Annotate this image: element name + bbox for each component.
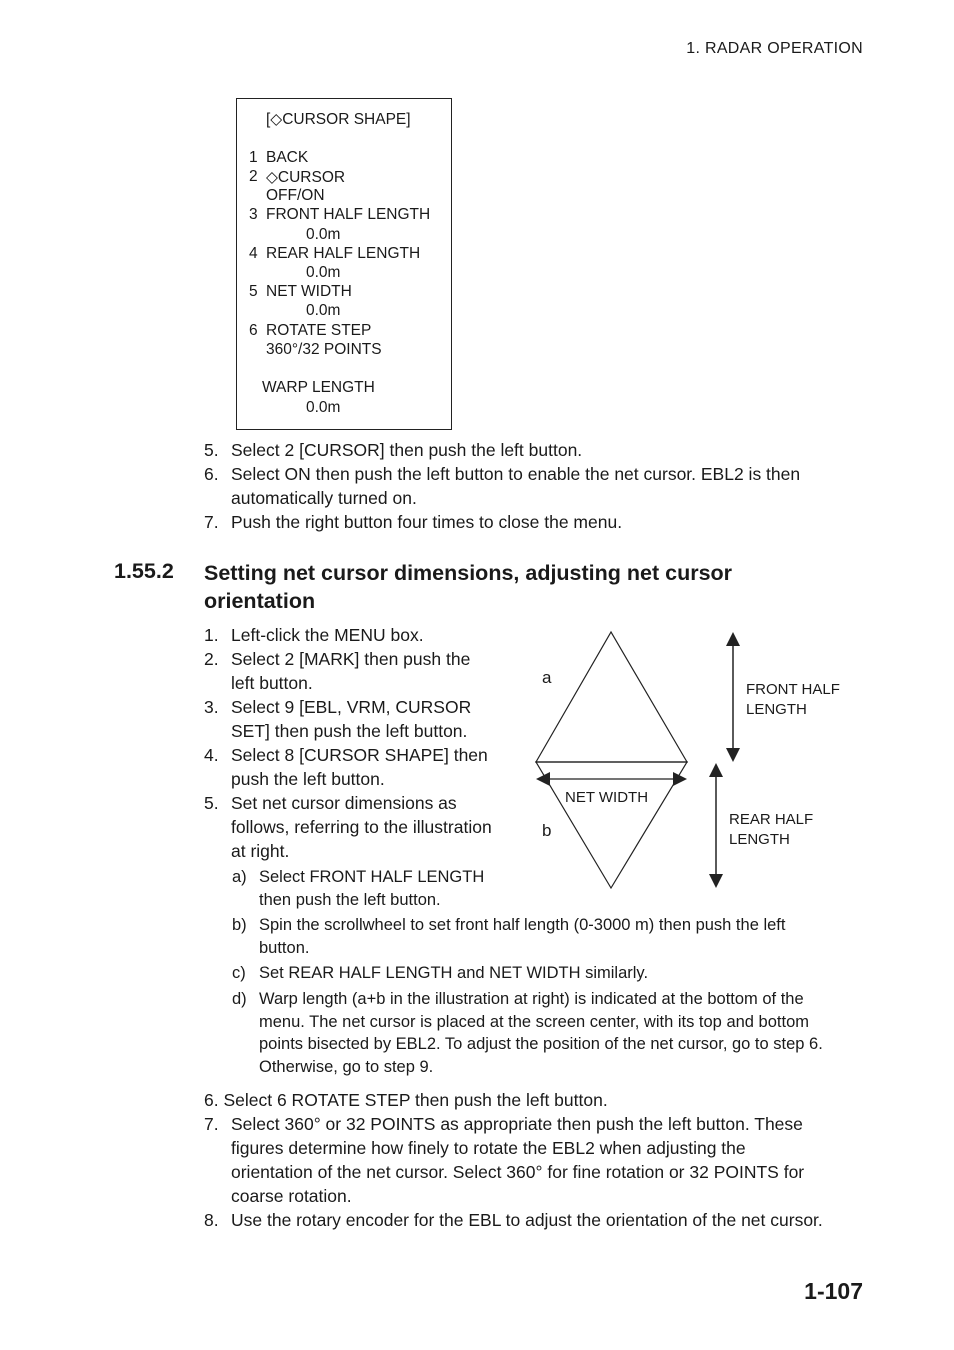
menu-item-label: ROTATE STEP bbox=[266, 322, 372, 339]
menu-warp-label: WARP LENGTH bbox=[262, 379, 375, 396]
front-half-arrow-top bbox=[726, 632, 740, 646]
step-text bbox=[231, 1208, 823, 1232]
substep-letter: d) bbox=[232, 990, 247, 1008]
page-header: 1. RADAR OPERATION bbox=[686, 40, 863, 57]
step-text bbox=[231, 462, 800, 510]
menu-title: [◇CURSOR SHAPE] bbox=[266, 111, 411, 128]
step-text-line: orientation of the net cursor. Select 360° for fine rotation or 32 POINTS for bbox=[231, 1162, 805, 1182]
step-number: 7. bbox=[204, 1114, 219, 1134]
substep-text bbox=[259, 988, 823, 1078]
menu-item-label: REAR HALF LENGTH bbox=[266, 245, 421, 262]
menu-item-label: FRONT HALF LENGTH bbox=[266, 206, 431, 223]
step-text-line: Select 360° or 32 POINTS as appropriate then push the left button. These bbox=[231, 1114, 803, 1134]
step-number: 5. bbox=[204, 793, 219, 813]
step-text-line: Select ON then push the left button to enable the net cursor. EBL2 is then bbox=[231, 464, 801, 484]
menu-item-value: 0.0m bbox=[306, 302, 341, 319]
substep-text-line: menu. The net cursor is placed at the screen center, with its top and bottom bbox=[259, 1012, 809, 1031]
cursor-shape-menu bbox=[236, 98, 452, 430]
step-text-line: Select 2 [MARK] then push the bbox=[231, 649, 471, 669]
substep-text-line: Select FRONT HALF LENGTH bbox=[259, 868, 485, 886]
substep-letter: a) bbox=[232, 868, 247, 886]
step-text-line: SET] then push the left button. bbox=[231, 721, 468, 741]
rear-half-triangle bbox=[536, 762, 687, 888]
front-half-arrow-bottom bbox=[726, 748, 740, 762]
step-text bbox=[231, 1112, 804, 1208]
step-text bbox=[231, 438, 582, 462]
label-a: a bbox=[542, 668, 552, 687]
substep-text-line: then push the left button. bbox=[259, 890, 441, 909]
menu-item-label: BACK bbox=[266, 149, 309, 166]
step-text-line: coarse rotation. bbox=[231, 1186, 352, 1206]
menu-item-number: 6 bbox=[249, 322, 258, 339]
menu-item-label: OFF/ON bbox=[266, 187, 325, 204]
section-title-line: Setting net cursor dimensions, adjusting net cursor bbox=[204, 561, 733, 585]
step-number: 1. bbox=[204, 625, 219, 645]
substep-text-line: Spin the scrollwheel to set front half length (0-3000 m) then push the left bbox=[259, 916, 786, 934]
step-text-line: automatically turned on. bbox=[231, 488, 417, 508]
step-text bbox=[231, 695, 471, 743]
step-number: 6. bbox=[204, 464, 219, 484]
step-text bbox=[231, 743, 488, 791]
menu-item-number: 5 bbox=[249, 283, 258, 300]
front-half-label-1: FRONT HALF bbox=[746, 681, 840, 698]
substep-letter: b) bbox=[232, 916, 247, 934]
step-text-line: Select 2 [CURSOR] then push the left button. bbox=[231, 440, 583, 460]
substep-text-line: button. bbox=[259, 938, 310, 957]
step-text: 6. Select 6 ROTATE STEP then push the left button. bbox=[204, 1090, 608, 1110]
rear-half-arrow-bottom bbox=[709, 874, 723, 888]
step-text-line: push the left button. bbox=[231, 769, 385, 789]
step-text bbox=[231, 647, 470, 695]
menu-item-number: 4 bbox=[249, 245, 258, 262]
menu-item-value: 0.0m bbox=[306, 264, 341, 281]
menu-item-label: NET WIDTH bbox=[266, 283, 352, 300]
substep-text-line: points bisected by EBL2. To adjust the position of the net cursor, go to step 6. bbox=[259, 1035, 823, 1053]
substep-text-line: Otherwise, go to step 9. bbox=[259, 1057, 434, 1076]
step-text bbox=[231, 791, 492, 863]
step-number: 4. bbox=[204, 745, 219, 765]
step-text-line: Use the rotary encoder for the EBL to adjust the orientation of the net cursor. bbox=[231, 1210, 823, 1230]
step-text-line: follows, referring to the illustration bbox=[231, 817, 492, 837]
step-number: 8. bbox=[204, 1210, 219, 1230]
substep-text-line: Set REAR HALF LENGTH and NET WIDTH similarly. bbox=[259, 964, 649, 982]
menu-item-value: 0.0m bbox=[306, 226, 341, 243]
substep-text bbox=[259, 962, 648, 985]
page-number: 1-107 bbox=[804, 1278, 863, 1304]
step-number: 3. bbox=[204, 697, 219, 717]
step-text-line: figures determine how finely to rotate the EBL2 when adjusting the bbox=[231, 1138, 746, 1158]
menu-item-number: 2 bbox=[249, 168, 258, 185]
step-number: 2. bbox=[204, 649, 219, 669]
step-text bbox=[231, 623, 424, 647]
menu-warp-value: 0.0m bbox=[306, 399, 341, 416]
menu-item-label: 360°/32 POINTS bbox=[266, 341, 382, 358]
menu-item-number: 1 bbox=[249, 149, 258, 166]
front-half-label-2: LENGTH bbox=[746, 701, 807, 718]
net-width-label: NET WIDTH bbox=[565, 789, 649, 806]
label-b: b bbox=[542, 821, 552, 840]
front-half-triangle bbox=[536, 632, 687, 762]
substep-text-line: Warp length (a+b in the illustration at right) is indicated at the bottom of the bbox=[259, 990, 804, 1008]
net-cursor-diagram bbox=[520, 620, 870, 895]
section-title-line: orientation bbox=[204, 589, 316, 613]
rear-half-label-2: LENGTH bbox=[729, 831, 790, 848]
step-number: 5. bbox=[204, 440, 219, 460]
step-number: 7. bbox=[204, 512, 219, 532]
substep-text bbox=[259, 914, 785, 959]
substep-letter: c) bbox=[232, 964, 246, 982]
rear-half-arrow-top bbox=[709, 763, 723, 777]
step-text-line: at right. bbox=[231, 841, 290, 861]
step-text-line: Select 8 [CURSOR SHAPE] then bbox=[231, 745, 488, 765]
step-text-line: Select 9 [EBL, VRM, CURSOR bbox=[231, 697, 472, 717]
step-text-line: Set net cursor dimensions as bbox=[231, 793, 457, 813]
menu-item-number: 3 bbox=[249, 206, 258, 223]
section-title bbox=[204, 559, 732, 615]
step-text bbox=[231, 510, 622, 534]
menu-item-label: ◇CURSOR bbox=[266, 169, 346, 186]
step-text-line: left button. bbox=[231, 673, 313, 693]
section-number: 1.55.2 bbox=[114, 559, 174, 583]
step-text-line: Left-click the MENU box. bbox=[231, 625, 424, 645]
rear-half-label-1: REAR HALF bbox=[729, 811, 814, 828]
substep-text bbox=[259, 866, 484, 911]
step-6 bbox=[204, 1088, 608, 1112]
step-text-line: Push the right button four times to close the menu. bbox=[231, 512, 623, 532]
